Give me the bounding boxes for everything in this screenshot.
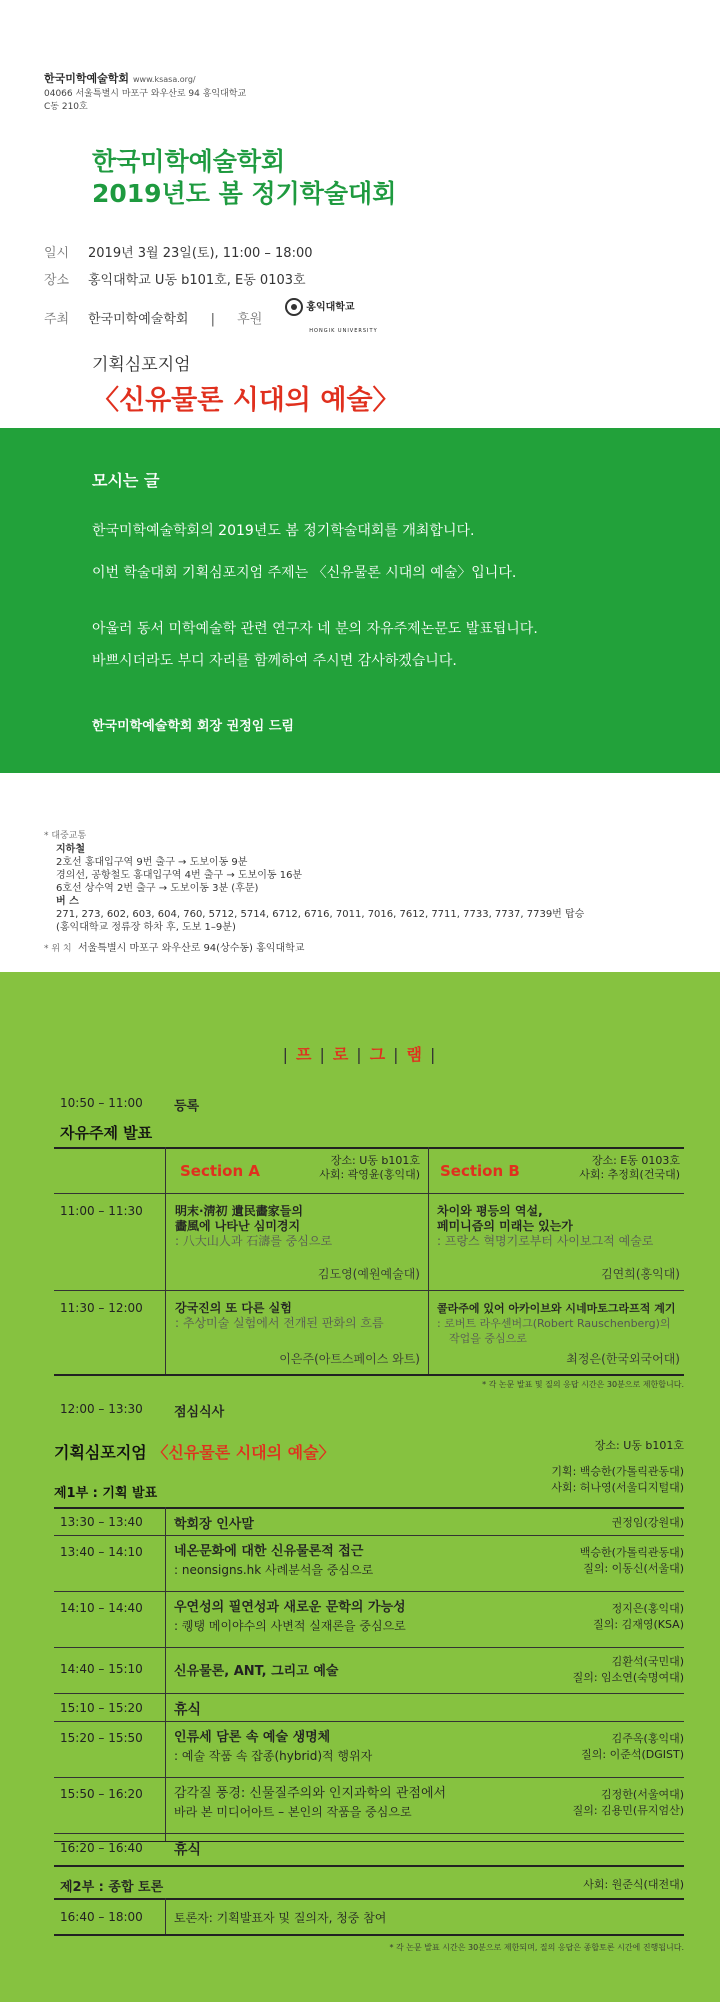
location-line — [44, 942, 584, 956]
row-discussant: 질의: 이준석(DGIST) — [581, 1748, 684, 1761]
host-label: 주최 — [44, 312, 70, 327]
subway-label: 지하철 — [56, 844, 85, 855]
seal-icon — [285, 298, 303, 316]
row-speaker: 김주옥(홍익대) — [611, 1732, 684, 1745]
free-topic-note: * 각 논문 발표 및 질의 응답 시간은 30분으로 제한합니다. — [482, 1380, 684, 1389]
logo-subtext: HONGIK UNIVERSITY — [309, 328, 378, 334]
table-rule — [54, 1374, 684, 1376]
part1-chair: 사회: 허나영(서울디지털대) — [551, 1481, 684, 1494]
slot-time: 11:30 – 12:00 — [60, 1301, 143, 1315]
slot-a-paper — [175, 1301, 425, 1331]
table-rule — [54, 1147, 684, 1149]
table-rule — [54, 1693, 684, 1694]
row-subtitle: : 예술 작품 속 잡종(hybrid)적 행위자 — [174, 1749, 373, 1763]
table-rule — [54, 1721, 684, 1722]
org-name: 한국미학예술학회 — [44, 72, 130, 85]
address-line-2: C동 210호 — [44, 102, 88, 112]
location-label: * 위 치 — [44, 944, 72, 954]
letter-p3: 아울러 동서 미학예술학 관련 연구자 네 분의 자유주제논문도 발표됩니다. — [92, 621, 538, 637]
row-time: 14:10 – 14:40 — [60, 1601, 143, 1615]
paper-subtitle: : 八大山人과 石濤를 중심으로 — [175, 1234, 333, 1248]
paper-title: 畵風에 나타난 심미경지 — [175, 1219, 301, 1233]
row-speakers — [500, 1654, 684, 1686]
row-time: 13:40 – 14:10 — [60, 1545, 143, 1559]
letter-p1: 한국미학예술학회의 2019년도 봄 정기학술대회를 개최합니다. — [92, 523, 475, 539]
program-title: | 프 | 로 | 그 | 램 | — [282, 1045, 438, 1064]
row-title: 감각질 풍경: 신물질주의와 인지과학의 관점에서 — [174, 1786, 447, 1801]
row-title: 신유물론, ANT, 그리고 예술 — [174, 1664, 339, 1679]
section-a-label: Section A — [180, 1162, 260, 1180]
row-title: 휴식 — [174, 1842, 202, 1858]
slot-b-paper — [437, 1204, 687, 1249]
table-rule — [54, 1865, 684, 1867]
section-b-info — [560, 1154, 680, 1182]
row-discussant: 질의: 이동신(서울대) — [583, 1562, 684, 1575]
slot-b-paper — [437, 1301, 687, 1346]
date-label: 일시 — [44, 246, 70, 261]
row-title: 학회장 인사말 — [174, 1517, 254, 1532]
place-value: 홍익대학교 U동 b101호, E동 0103호 — [88, 273, 306, 288]
address-line-1: 04066 서울특별시 마포구 와우산로 94 홍익대학교 — [44, 89, 247, 99]
info-place — [44, 267, 378, 294]
table-divider — [165, 1898, 166, 1934]
org-url: www.ksasa.org/ — [133, 75, 196, 84]
section-b-chair: 사회: 추정희(건국대) — [579, 1168, 680, 1181]
row-discussant: 질의: 김용민(뮤지엄산) — [572, 1804, 684, 1817]
program-char: 로 — [332, 1045, 351, 1064]
free-topic-heading: 자유주제 발표 — [60, 1124, 153, 1142]
lunch-time: 12:00 – 13:30 — [60, 1402, 143, 1416]
section-b-label: Section B — [440, 1162, 520, 1180]
row-time: 15:20 – 15:50 — [60, 1731, 143, 1745]
table-rule — [54, 1535, 684, 1536]
program-char: 램 — [406, 1045, 425, 1064]
table-rule — [54, 1833, 684, 1834]
table-rule — [54, 1290, 684, 1291]
info-date — [44, 240, 378, 267]
section-a-info — [300, 1154, 420, 1182]
sym-label: 기획심포지엄 — [54, 1443, 147, 1462]
row-content — [174, 1543, 514, 1579]
date-value: 2019년 3월 23일(토), 11:00 – 18:00 — [88, 246, 313, 261]
org-name-line — [44, 70, 246, 86]
row-subtitle: : neonsigns.hk 사례분석을 중심으로 — [174, 1563, 374, 1577]
part2-chair: 사회: 원준식(대전대) — [583, 1878, 684, 1891]
paper-subtitle: : 추상미술 실험에서 전개된 판화의 흐름 — [175, 1316, 384, 1330]
bus-label: 버 스 — [56, 896, 79, 907]
row-subtitle: 바라 본 미디어아트 – 본인의 작품을 중심으로 — [174, 1805, 412, 1819]
presenter: 김도영(예원예술대) — [317, 1267, 420, 1281]
event-title-line1: 한국미학예술학회 — [92, 147, 286, 176]
row-speakers — [500, 1601, 684, 1633]
paper-title: 明末·淸初 遺民畵家들의 — [175, 1204, 303, 1218]
row-time: 16:20 – 16:40 — [60, 1841, 143, 1855]
reg-event: 등록 — [174, 1099, 200, 1114]
transport-heading: * 대중교통 — [44, 831, 87, 841]
paper-subtitle: : 프랑스 혁명기로부터 사이보그적 예술로 — [437, 1234, 654, 1248]
row-time: 15:10 – 15:20 — [60, 1701, 143, 1715]
table-rule — [54, 1898, 684, 1900]
row-content — [174, 1785, 514, 1821]
row-subtitle: : 퀭탱 메이야수의 사변적 실재론을 중심으로 — [174, 1619, 406, 1633]
subway-line3: 6호선 상수역 2번 출구 → 도보이동 3분 (후문) — [56, 883, 259, 894]
table-rule — [54, 1193, 684, 1194]
row-title: 네온문화에 대한 신유물론적 접근 — [174, 1544, 364, 1559]
subway-line1: 2호선 홍대입구역 9번 출구 → 도보이동 9분 — [56, 857, 248, 868]
part1-plan: 기획: 백승한(가톨릭관동대) — [551, 1465, 684, 1478]
table-rule — [54, 1934, 684, 1936]
table-divider — [165, 1507, 166, 1841]
paper-title: 페미니즘의 미래는 있는가 — [437, 1219, 573, 1233]
bus-line2: (홍익대학교 정류장 하차 후, 도보 1–9분) — [56, 922, 236, 933]
row-speakers — [500, 1545, 684, 1577]
invitation-letter — [0, 428, 720, 773]
reg-time: 10:50 – 11:00 — [60, 1096, 143, 1110]
row-title: 휴식 — [174, 1702, 202, 1718]
paper-title: 콜라주에 있어 아카이브와 시네마토그라프적 계기 — [437, 1302, 676, 1315]
paper-subtitle: : 로버트 라우센버그(Robert Rauschenberg)의 — [437, 1317, 671, 1330]
letter-sign: 한국미학예술학회 회장 권정임 드림 — [92, 719, 294, 734]
lunch-event: 점심식사 — [174, 1405, 225, 1420]
sponsor-label: 후원 — [237, 312, 263, 327]
event-title — [92, 146, 396, 210]
event-title-line2: 2019년도 봄 정기학술대회 — [92, 179, 397, 208]
presenter: 최정은(한국외국어대) — [566, 1352, 680, 1366]
row-speaker: 권정임(강원대) — [611, 1516, 684, 1529]
row-speakers — [500, 1731, 684, 1763]
program-char: 프 — [295, 1045, 314, 1064]
section-a-place: 장소: U동 b101호 — [330, 1154, 420, 1167]
row-speaker: 백승한(가톨릭관동대) — [579, 1546, 684, 1559]
bus-line1: 271, 273, 602, 603, 604, 760, 5712, 5714, 6712, 6716, 7011, 7016, 7612, 7711, 7733, 7737, 7739번 탑승 — [56, 909, 585, 920]
symposium-label: 기획심포지엄 — [92, 355, 191, 375]
paper-title: 강국진의 또 다른 실험 — [175, 1301, 292, 1315]
logo-text: 홍익대학교 — [306, 302, 355, 313]
row-content — [174, 1729, 514, 1765]
sym-title: 〈신유물론 시대의 예술〉 — [152, 1443, 335, 1462]
section-a-chair: 사회: 곽영윤(홍익대) — [319, 1168, 420, 1181]
row-title: 인류세 담론 속 예술 생명체 — [174, 1730, 331, 1745]
host-value: 한국미학예술학회 — [88, 312, 189, 327]
letter-heading: 모시는 글 — [92, 471, 160, 490]
table-divider — [428, 1147, 429, 1374]
row-time: 13:30 – 13:40 — [60, 1515, 143, 1529]
info-host — [44, 294, 378, 345]
separator: | — [210, 312, 215, 327]
letter-p2: 이번 학술대회 기획심포지엄 주제는 〈신유물론 시대의 예술〉입니다. — [92, 565, 517, 581]
table-rule — [54, 1647, 684, 1648]
table-rule — [54, 1841, 684, 1842]
part1-heading: 제1부 : 기획 발표 — [54, 1486, 158, 1501]
row-discussant: 질의: 임소연(숙명여대) — [572, 1671, 684, 1684]
row-speakers — [500, 1787, 684, 1819]
header-block — [44, 70, 246, 114]
table-rule — [54, 1777, 684, 1778]
sym-place: 장소: U동 b101호 — [594, 1439, 684, 1452]
place-label: 장소 — [44, 273, 70, 288]
row-speaker: 김정한(서울여대) — [601, 1788, 684, 1801]
final-note: * 각 논문 발표 시간은 30분으로 제한되며, 질의 응답은 종합토론 시간에 진행됩니다. — [389, 1943, 684, 1952]
row-discussant: 질의: 김재영(KSA) — [593, 1618, 684, 1631]
presenter: 김연희(홍익대) — [601, 1267, 680, 1281]
table-rule — [54, 1591, 684, 1592]
event-info — [44, 240, 378, 345]
slot-a-paper — [175, 1204, 425, 1249]
final-event: 토론자: 기획발표자 및 질의자, 청중 참여 — [174, 1911, 387, 1925]
hongik-logo — [285, 294, 377, 345]
row-speaker: 정지은(홍익대) — [611, 1602, 684, 1615]
row-speaker: 김환석(국민대) — [611, 1655, 684, 1668]
symposium-heading — [54, 1440, 335, 1463]
letter-p4: 바쁘시더라도 부디 자리를 함께하여 주시면 감사하겠습니다. — [92, 653, 457, 669]
section-b-place: 장소: E동 0103호 — [591, 1154, 680, 1167]
table-rule — [54, 1507, 684, 1509]
subway-line2: 경의선, 공항철도 홍대입구역 4번 출구 → 도보이동 16분 — [56, 870, 303, 881]
symposium-title: 〈신유물론 시대의 예술〉 — [92, 385, 400, 416]
program-char: 그 — [369, 1045, 388, 1064]
row-content — [174, 1599, 514, 1635]
final-time: 16:40 – 18:00 — [60, 1910, 143, 1924]
paper-title: 차이와 평등의 역설, — [437, 1204, 543, 1218]
row-time: 14:40 – 15:10 — [60, 1662, 143, 1676]
part1-info — [460, 1464, 684, 1496]
location-value: 서울특별시 마포구 와우산로 94(상수동) 홍익대학교 — [77, 943, 305, 954]
row-title: 우연성의 필연성과 새로운 문학의 가능성 — [174, 1600, 406, 1615]
part2-heading: 제2부 : 종합 토론 — [60, 1880, 164, 1895]
presenter: 이은주(아트스페이스 와트) — [279, 1352, 420, 1366]
transport-info — [44, 830, 584, 956]
table-divider — [165, 1147, 166, 1374]
row-time: 15:50 – 16:20 — [60, 1787, 143, 1801]
slot-time: 11:00 – 11:30 — [60, 1204, 143, 1218]
paper-subtitle: 작업을 중심으로 — [449, 1332, 527, 1345]
